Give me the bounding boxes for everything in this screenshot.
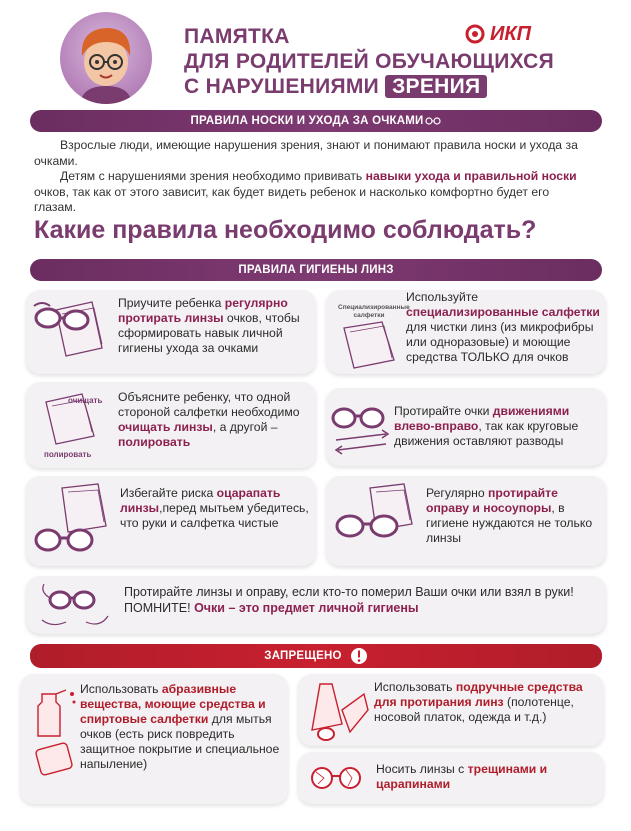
card-wipe-text: Приучите ребенка регулярно протирать линзы очков, чтобы сформировать навык личной гигиены ухода за очками (118, 296, 300, 355)
glasses-napkin-icon (32, 296, 116, 368)
card-frame-text: Регулярно протирайте оправу и носоупоры, в гигиене нуждаются не только линзы (426, 486, 593, 545)
paragraph-children: Детям с нарушениями зрения необходимо прививать навыки ухода и правильной носки очков, так как от этого зависит, как будет видеть ребенок и насколько комфортно будет его глазам. (34, 169, 577, 214)
forbid-abrasives (20, 674, 288, 804)
card-frame-nosepads (326, 476, 606, 566)
glasses-napkin-icon-2 (32, 482, 118, 560)
forbid-cracked (298, 752, 604, 804)
boy-avatar (60, 12, 152, 104)
forbid-abrasives-text: Использовать абразивные вещества, моющие средства и спиртовые салфетки для мытья очков (есть риск повредить защитное покрытие и специальное напыление) (80, 682, 280, 771)
napkins-icon (336, 320, 400, 370)
forbid-cracked-text: Носить линзы с трещинами и царапинами (376, 762, 548, 791)
clean-side-label: очищать (68, 396, 103, 405)
glasses-frame-icon (330, 482, 420, 562)
forbidden-banner: ЗАПРЕЩЕНО (30, 644, 602, 668)
card-left-right (326, 388, 606, 466)
polish-side-label: полировать (44, 450, 92, 459)
logo-text: ИКП (490, 22, 532, 45)
forbid-improvised (298, 674, 604, 746)
forbid-improvised-text: Использовать подручные средства для протирания линз (полотенце, носовой платок, одежда и т.д.) (374, 680, 583, 724)
glasses-icon (425, 117, 441, 125)
card-avoid-text: Избегайте риска оцарапать линзы,перед мытьем убедитесь, что руки и салфетка чистые (120, 486, 309, 530)
napkins-label: Специализированные салфетки (338, 304, 410, 319)
title-badge: ЗРЕНИЯ (385, 75, 487, 98)
hands-glasses-icon (36, 580, 116, 632)
title-line-1: ПАМЯТКА (184, 25, 290, 48)
card-special-text: Используйте специализированные салфетки для чистки линз (из микрофибры или одноразовые) и моющие средства ТОЛЬКО для очков (406, 290, 600, 364)
logo-swirl-icon (462, 24, 488, 44)
paragraph-adults: Взрослые люди, имеющие нарушения зрения, знают и понимают правила носки и ухода за очками. (34, 138, 578, 168)
hygiene-banner: ПРАВИЛА ГИГИЕНЫ ЛИНЗ (30, 259, 602, 281)
towel-hand-icon (306, 680, 372, 742)
card-left-right-text: Протирайте очки движениями влево-вправо, так как круговые движения оставляют разводы (394, 404, 579, 448)
glasses-arrows-icon (330, 398, 394, 458)
question-heading: Какие правила необходимо соблюдать? (34, 216, 537, 244)
card-clean-text: Объясните ребенку, что одной стороной салфетки необходимо очищать линзы, а другой – полировать (118, 390, 300, 449)
care-rules-banner: ПРАВИЛА НОСКИ И УХОДА ЗА ОЧКАМИ (30, 110, 602, 132)
title-line-3: С НАРУШЕНИЯМИ ЗРЕНИЯ (184, 74, 564, 99)
card-hygiene-text: Протирайте линзы и оправу, если кто-то померил Ваши очки или взял в руки! ПОМНИТЕ! Очки – это предмет личной гигиены (124, 585, 574, 615)
cracked-glasses-icon (306, 764, 368, 792)
card-special-napkins (326, 290, 606, 374)
card-personal-hygiene (26, 576, 606, 634)
card-avoid-scratch (26, 476, 316, 566)
card-clean-polish (26, 382, 316, 468)
warning-icon (350, 647, 368, 665)
title-line-2: ДЛЯ РОДИТЕЛЕЙ ОБУЧАЮЩИХСЯ (184, 50, 554, 73)
spray-bottle-icon (30, 684, 80, 784)
ikp-logo (462, 22, 572, 46)
card-wipe-regularly (26, 290, 316, 374)
